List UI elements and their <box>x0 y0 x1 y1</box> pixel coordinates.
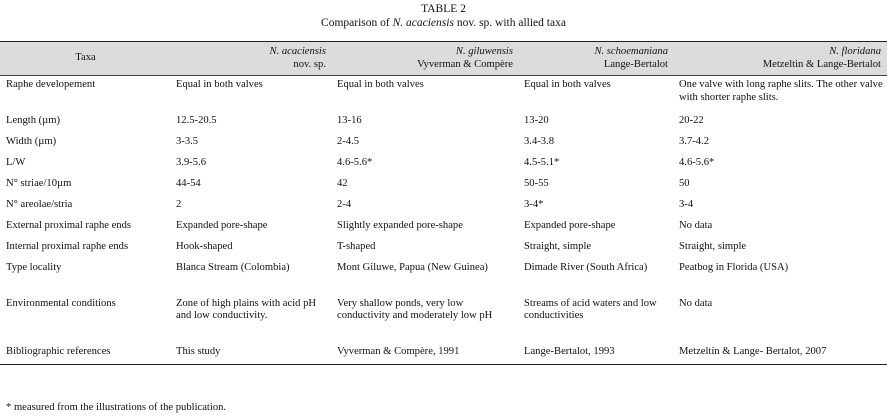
table-cell: 2-4.5 <box>337 135 360 147</box>
table-cell: 4.5-5.1* <box>524 156 560 168</box>
table-row <box>0 154 887 175</box>
table-cell: This study <box>176 345 221 357</box>
table-cell: Straight, simple <box>679 240 747 252</box>
table-cell: No data <box>679 219 713 231</box>
row-label: Raphe developement <box>6 79 96 91</box>
table-cell: Equal in both valves <box>176 79 263 91</box>
row-label: Bibliographic references <box>6 345 111 357</box>
table-row <box>0 112 887 133</box>
table-cell: Zone of high plains with acid pH and low conductivity. <box>176 297 317 322</box>
table-cell: Vyverman & Compère, 1991 <box>337 345 460 357</box>
table-cell: Hook-shaped <box>176 240 233 252</box>
table-cell: 3-4* <box>524 198 544 210</box>
table-cell: 3.9-5.6 <box>176 156 207 168</box>
row-label: N° striae/10µm <box>6 177 72 189</box>
header-taxa: Taxa <box>75 52 96 64</box>
table-cell: 3-4 <box>679 198 694 210</box>
table-cell: T-shaped <box>337 240 376 252</box>
row-label: Environmental conditions <box>6 297 116 309</box>
table-row <box>0 217 887 238</box>
table-cell: Dimade River (South Africa) <box>524 261 648 273</box>
row-label: Type locality <box>6 261 62 273</box>
table-cell: 4.6-5.6* <box>679 156 715 168</box>
row-label: Length (µm) <box>6 114 61 126</box>
table-cell: Expanded pore-shape <box>524 219 616 231</box>
table-cell: Lange-Bertalot, 1993 <box>524 345 615 357</box>
table-cell: 42 <box>337 177 348 189</box>
table-cell: 20-22 <box>679 114 704 126</box>
table-cell: 50 <box>679 177 690 189</box>
header-species-3: N. schoemaniana Lange-Bertalot <box>594 46 668 70</box>
table-cell: Equal in both valves <box>337 79 424 91</box>
table-row <box>0 295 887 343</box>
table-cell: Peatbog in Florida (USA) <box>679 261 789 273</box>
table-cell: Metzeltín & Lange- Bertalot, 2007 <box>679 345 827 357</box>
table-caption: Comparison of N. acaciensis nov. sp. with allied taxa <box>321 17 566 29</box>
header-species-2: N. giluwensis Vyverman & Compère <box>417 46 513 70</box>
table-cell: 13-16 <box>337 114 362 126</box>
header-species-1: N. acaciensis nov. sp. <box>269 46 326 70</box>
table-footnote: * measured from the illustrations of the publication. <box>6 402 227 413</box>
table-cell: 50-55 <box>524 177 549 189</box>
table-cell: No data <box>679 297 713 309</box>
table-row <box>0 343 887 365</box>
row-label: N° areolae/stria <box>6 198 73 210</box>
table-body <box>0 76 887 365</box>
table-row <box>0 133 887 154</box>
table-cell: Blanca Stream (Colombia) <box>176 261 290 273</box>
table-cell: 44-54 <box>176 177 201 189</box>
table-cell: Streams of acid waters and low conductivities <box>524 297 657 322</box>
table-cell: 3-3.5 <box>176 135 199 147</box>
table-row <box>0 175 887 196</box>
table-cell: 3.4-3.8 <box>524 135 555 147</box>
table-cell: 2-4 <box>337 198 352 210</box>
header-row <box>0 42 887 76</box>
table-cell: Mont Giluwe, Papua (New Guinea) <box>337 261 488 273</box>
table-cell: 12.5-20.5 <box>176 114 217 126</box>
table-row <box>0 76 887 112</box>
row-label: Internal proximal raphe ends <box>6 240 129 252</box>
header-species-4: N. floridana Metzeltin & Lange-Bertalot <box>762 46 881 70</box>
row-label: External proximal raphe ends <box>6 219 132 231</box>
row-label: Width (µm) <box>6 135 57 147</box>
table-cell: Equal in both valves <box>524 79 611 91</box>
table-cell: Expanded pore-shape <box>176 219 268 231</box>
table-cell: Straight, simple <box>524 240 592 252</box>
table-row <box>0 196 887 217</box>
table-cell: 13-20 <box>524 114 549 126</box>
table-cell: 3.7-4.2 <box>679 135 710 147</box>
row-label: L/W <box>6 156 26 168</box>
table-cell: One valve with long raphe slits. The other valve with shorter raphe slits. <box>679 79 883 103</box>
table-row <box>0 259 887 295</box>
table-cell: Slightly expanded pore-shape <box>337 219 463 231</box>
table-cell: Very shallow ponds, very low conductivity and moderately low pH <box>337 297 493 322</box>
table-cell: 4.6-5.6* <box>337 156 373 168</box>
table-caption-number: TABLE 2 <box>421 3 466 15</box>
table-cell: 2 <box>176 198 182 210</box>
table-row <box>0 238 887 259</box>
comparison-table <box>0 41 887 365</box>
